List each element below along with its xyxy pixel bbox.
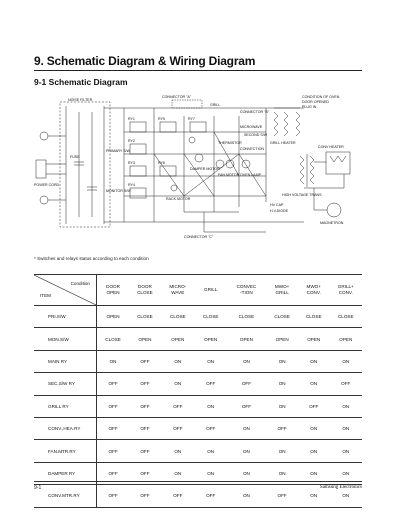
status-cell: CLOSE [330,306,362,328]
monitor-label: MONITOR S/W [106,189,131,193]
table-row [34,440,362,462]
status-cell: OFF [97,373,130,395]
condition-header: Condition [70,281,90,286]
relay6-label: RY6 [158,161,165,165]
status-cell: OPEN [195,328,227,350]
thermistor-label: THERMISTOR [218,141,242,145]
table-row [34,306,362,328]
status-cell: OFF [195,373,227,395]
status-cell: ON [161,462,195,484]
status-cell: OFF [129,440,161,462]
row-item-label: FAN.MTR.RY [34,440,97,462]
status-cell: ON [298,462,330,484]
column-header: GRILL [195,275,227,306]
plug-label: PLUG IN [302,105,317,109]
status-cell: CLOSE [195,306,227,328]
status-cell: OFF [129,395,161,417]
page-number: 9-1 [34,485,42,491]
status-cell: OFF [195,485,227,507]
status-cell: ON [161,373,195,395]
schematic-diagram [34,92,364,242]
status-cell: ON [266,462,298,484]
status-cell: ON [330,417,362,439]
lamp-label: OVEN LAMP [240,173,261,177]
status-cell: OFF [97,395,130,417]
relay4-label: RY4 [128,183,135,187]
status-cell: ON [298,485,330,507]
status-cell: ON [266,395,298,417]
status-cell: ON [226,440,266,462]
status-cell: ON [97,350,130,372]
column-header: MWO+ CONV. [298,275,330,306]
row-item-label: PRI.S/W [34,306,97,328]
connector-b-label: CONNECTOR "B" [240,110,270,114]
condition-label: CONDITION OF OVEN [302,95,340,99]
row-item-label: MAIN RY [34,350,97,372]
status-cell: OFF [298,395,330,417]
hv-diode-label: H.V.DIODE [270,209,289,213]
status-cell: OFF [226,395,266,417]
corner-cell [34,275,97,306]
damper-label: DAMPER MOTOR [190,167,220,171]
primary-label: PRIMARY S/W [106,149,131,153]
conv-heater-label: CONV HEATER [318,145,344,149]
switch-note: * Switches and relays status according to each condition [34,256,149,261]
item-header: ITEM [40,293,51,298]
hv-cap-label: HV CAP [270,203,284,207]
status-cell: ON [298,440,330,462]
footer-rule [34,481,362,482]
row-item-label: DAMPER RY [34,462,97,484]
table-row [34,350,362,372]
status-cell: ON [298,350,330,372]
table-row [34,373,362,395]
power-cord-label: POWER CORD [34,183,60,187]
grill-label: GRILL [210,103,221,107]
status-cell: ON [298,373,330,395]
door-label: DOOR OPENED [302,100,329,104]
status-cell: ON [226,350,266,372]
status-cell: OFF [226,373,266,395]
column-header: DOOR OPEN [97,275,130,306]
column-header: GRILL+ CONV. [330,275,362,306]
switch-status-table [34,274,362,508]
status-cell: CLOSE [298,306,330,328]
status-cell: OFF [129,462,161,484]
status-cell: OFF [266,417,298,439]
status-cell: OFF [97,485,130,507]
status-cell: OFF [97,417,130,439]
status-cell: ON [161,350,195,372]
footer-brand: Samsung Electronics [319,485,362,490]
table-row [34,417,362,439]
status-cell: OFF [129,350,161,372]
table-header-row [34,275,362,306]
status-cell: OFF [161,417,195,439]
column-header: CONVEC -TION [226,275,266,306]
status-cell: ON [266,440,298,462]
status-cell: ON [330,395,362,417]
status-cell: ON [226,462,266,484]
status-cell: OFF [129,417,161,439]
status-cell: ON [330,462,362,484]
status-cell: OPEN [97,306,130,328]
column-header: DOOR CLOSE [129,275,161,306]
status-cell: ON [195,462,227,484]
section-title: 9-1 Schematic Diagram [34,77,128,87]
magnetron-label: MAGNETRON [320,221,344,225]
status-cell: CLOSE [97,328,130,350]
status-cell: ON [330,485,362,507]
convection-label: CONVECTION [240,147,264,151]
corner-diagonal [34,275,96,305]
status-cell: OPEN [129,328,161,350]
relay7-label: RY7 [188,117,195,121]
row-item-label: GRILL RY [34,395,97,417]
rack-label: RACK MOTOR [166,197,191,201]
connector-c-label: CONNECTOR "C" [184,235,214,239]
page-title: 9. Schematic Diagram & Wiring Diagram [34,54,256,68]
status-cell: OFF [129,373,161,395]
table-row [34,485,362,507]
row-item-label: MON.S/W [34,328,97,350]
microwave-label: MICROWAVE [240,125,263,129]
status-cell: ON [195,395,227,417]
high-volt-label: HIGH VOLTAGE TRANS [282,193,322,197]
fan-label: FAN MOTOR [218,173,240,177]
status-cell: ON [195,350,227,372]
status-cell: OPEN [330,328,362,350]
secondary-label: SECOND S/W [244,133,268,137]
grill-heater-label: GRILL HEATER [270,141,296,145]
status-cell: ON [226,417,266,439]
status-cell: ON [330,440,362,462]
status-cell: CLOSE [226,306,266,328]
table-row [34,395,362,417]
relay2-label: RY2 [128,139,135,143]
status-cell: OFF [97,462,130,484]
status-cell: CLOSE [129,306,161,328]
status-cell: OFF [129,485,161,507]
fuse-label: FUSE [70,155,80,159]
row-item-label: CONV.,HEA.RY [34,417,97,439]
relay1-label: RY1 [128,117,135,121]
noise-filter-label: NOISE FILTER [68,98,93,102]
status-cell: OPEN [226,328,266,350]
status-cell: OFF [195,417,227,439]
status-cell: ON [266,373,298,395]
relay3-label: RY3 [128,161,135,165]
status-cell: OPEN [266,328,298,350]
relay5-label: RY5 [158,117,165,121]
status-cell: CLOSE [266,306,298,328]
status-cell: OFF [161,395,195,417]
row-item-label: SEC.S/W RY [34,373,97,395]
status-cell: ON [226,485,266,507]
table-row [34,328,362,350]
column-header: MWO+ GRILL [266,275,298,306]
status-cell: OFF [161,485,195,507]
status-cell: ON [330,350,362,372]
status-cell: OPEN [298,328,330,350]
status-cell: OFF [330,373,362,395]
row-item-label: CONV.MTR.RY [34,485,97,507]
status-cell: OFF [266,485,298,507]
connector-a-label: CONNECTOR "A" [162,95,192,99]
column-header: MICRO- WAVE [161,275,195,306]
status-cell: ON [161,440,195,462]
status-cell: OFF [97,440,130,462]
status-cell: OPEN [161,328,195,350]
status-cell: ON [195,440,227,462]
status-cell: ON [298,417,330,439]
title-rule [34,70,362,71]
status-cell: ON [266,350,298,372]
status-cell: CLOSE [161,306,195,328]
